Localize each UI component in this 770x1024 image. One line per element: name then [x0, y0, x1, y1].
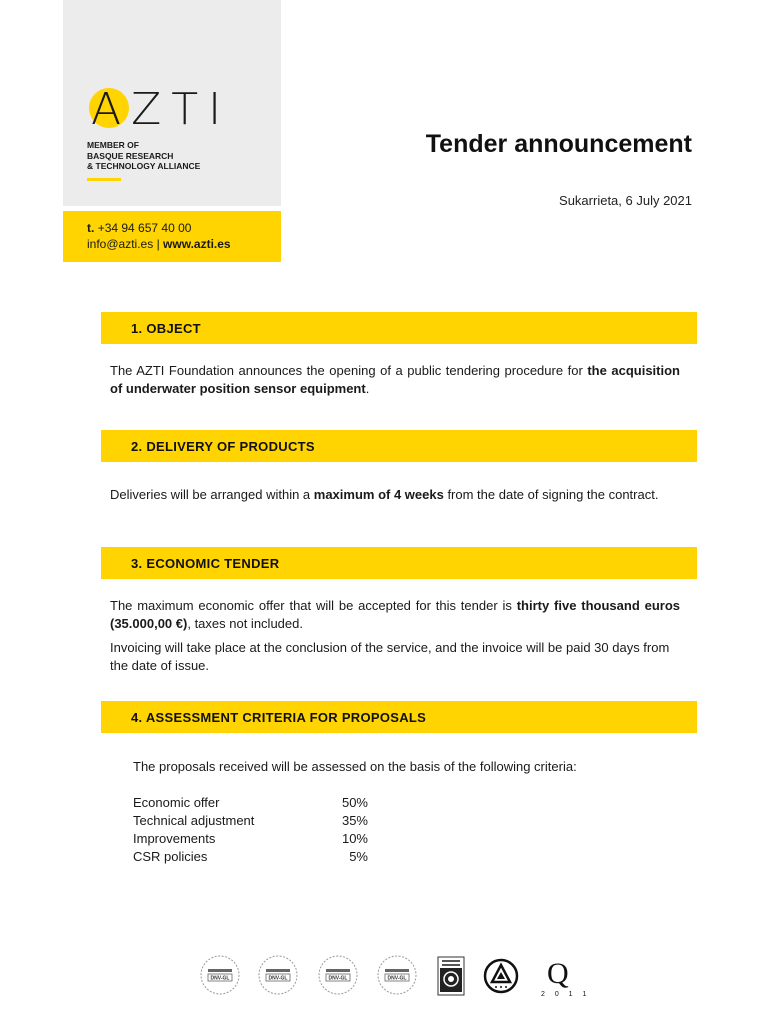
delivery-text-end: from the date of signing the contract. — [443, 487, 659, 502]
criteria-table — [133, 794, 368, 866]
criterion-name: Improvements — [133, 831, 216, 846]
web-line — [87, 236, 281, 252]
criteria-row — [133, 848, 368, 866]
economic-text: The maximum economic offer that will be accepted for this tender is — [110, 598, 517, 613]
dnv-label: DNV-GL — [328, 975, 348, 982]
criteria-row — [133, 794, 368, 812]
svg-text:Q: Q — [547, 957, 569, 990]
delivery-text: Deliveries will be arranged within a — [110, 487, 314, 502]
website-prefix: www. — [163, 237, 194, 251]
page-title: Tender announcement — [425, 130, 692, 158]
phone-number: +34 94 657 40 00 — [97, 221, 192, 235]
q-year: 2 0 1 1 — [541, 991, 591, 998]
economic-text-bold: thirty five thousand euros (35.000,00 €) — [110, 598, 680, 631]
criterion-name: Economic offer — [133, 795, 220, 810]
certification-logos — [199, 954, 599, 1004]
certification-badge-icon — [437, 956, 465, 996]
contact-panel — [63, 211, 281, 262]
section-heading: 3. ECONOMIC TENDER — [131, 556, 280, 571]
contact-separator: | — [156, 237, 160, 251]
section-heading: 1. OBJECT — [131, 321, 201, 336]
member-of-text: MEMBER OF BASQUE RESEARCH & TECHNOLOGY ALLIANCE — [87, 140, 201, 171]
section-delivery-header — [101, 430, 697, 462]
criteria-row — [133, 812, 368, 830]
q-quality-icon — [533, 956, 599, 1000]
brand-panel — [63, 0, 281, 206]
dnv-label: DNV-GL — [268, 975, 288, 982]
section-criteria-header — [101, 701, 697, 733]
criterion-weight: 50% — [341, 795, 368, 810]
criteria-row — [133, 830, 368, 848]
phone-prefix: t. — [87, 221, 95, 235]
document-date: Sukarrieta, 6 July 2021 — [559, 193, 692, 208]
economic-text-end: , taxes not included. — [187, 616, 303, 631]
object-paragraph — [110, 362, 680, 398]
website-domain: azti.es — [193, 237, 231, 251]
criterion-weight: 35% — [341, 813, 368, 828]
criterion-name: Technical adjustment — [133, 813, 255, 828]
delivery-text-bold: maximum of 4 weeks — [313, 487, 444, 502]
dnv-gl-seal-icon — [199, 954, 241, 996]
dnv-gl-seal-icon — [257, 954, 299, 996]
website-link[interactable] — [163, 237, 231, 251]
email-link[interactable]: info@azti.es — [87, 237, 154, 251]
dnv-gl-seal-icon — [376, 954, 418, 996]
section-heading: 2. DELIVERY OF PRODUCTS — [131, 439, 315, 454]
logo-wordmark: AZTI — [91, 84, 232, 135]
dnv-gl-seal-icon — [317, 954, 359, 996]
triangle-seal-icon — [483, 958, 519, 994]
dnv-label: DNV-GL — [387, 975, 407, 982]
economic-paragraph — [110, 597, 680, 633]
phone-line — [87, 220, 281, 236]
criterion-weight: 10% — [341, 831, 368, 846]
criterion-name: CSR policies — [133, 849, 208, 864]
section-object-header — [101, 312, 697, 344]
delivery-paragraph — [110, 486, 680, 504]
object-text-bold: the acquisition of underwater position sensor equipment — [110, 363, 680, 396]
brand-divider — [87, 178, 121, 181]
invoicing-paragraph: Invoicing will take place at the conclusion of the service, and the invoice will be paid 30 days from the date of issue. — [110, 640, 670, 673]
criterion-weight: 5% — [349, 849, 368, 864]
object-text-end: . — [365, 381, 370, 396]
criteria-intro: The proposals received will be assessed on the basis of the following criteria: — [133, 759, 577, 774]
dnv-label: DNV-GL — [210, 975, 230, 982]
section-heading: 4. ASSESSMENT CRITERIA FOR PROPOSALS — [131, 710, 427, 725]
object-text: The AZTI Foundation announces the opening of a public tendering procedure for — [110, 363, 588, 378]
section-economic-header — [101, 547, 697, 579]
